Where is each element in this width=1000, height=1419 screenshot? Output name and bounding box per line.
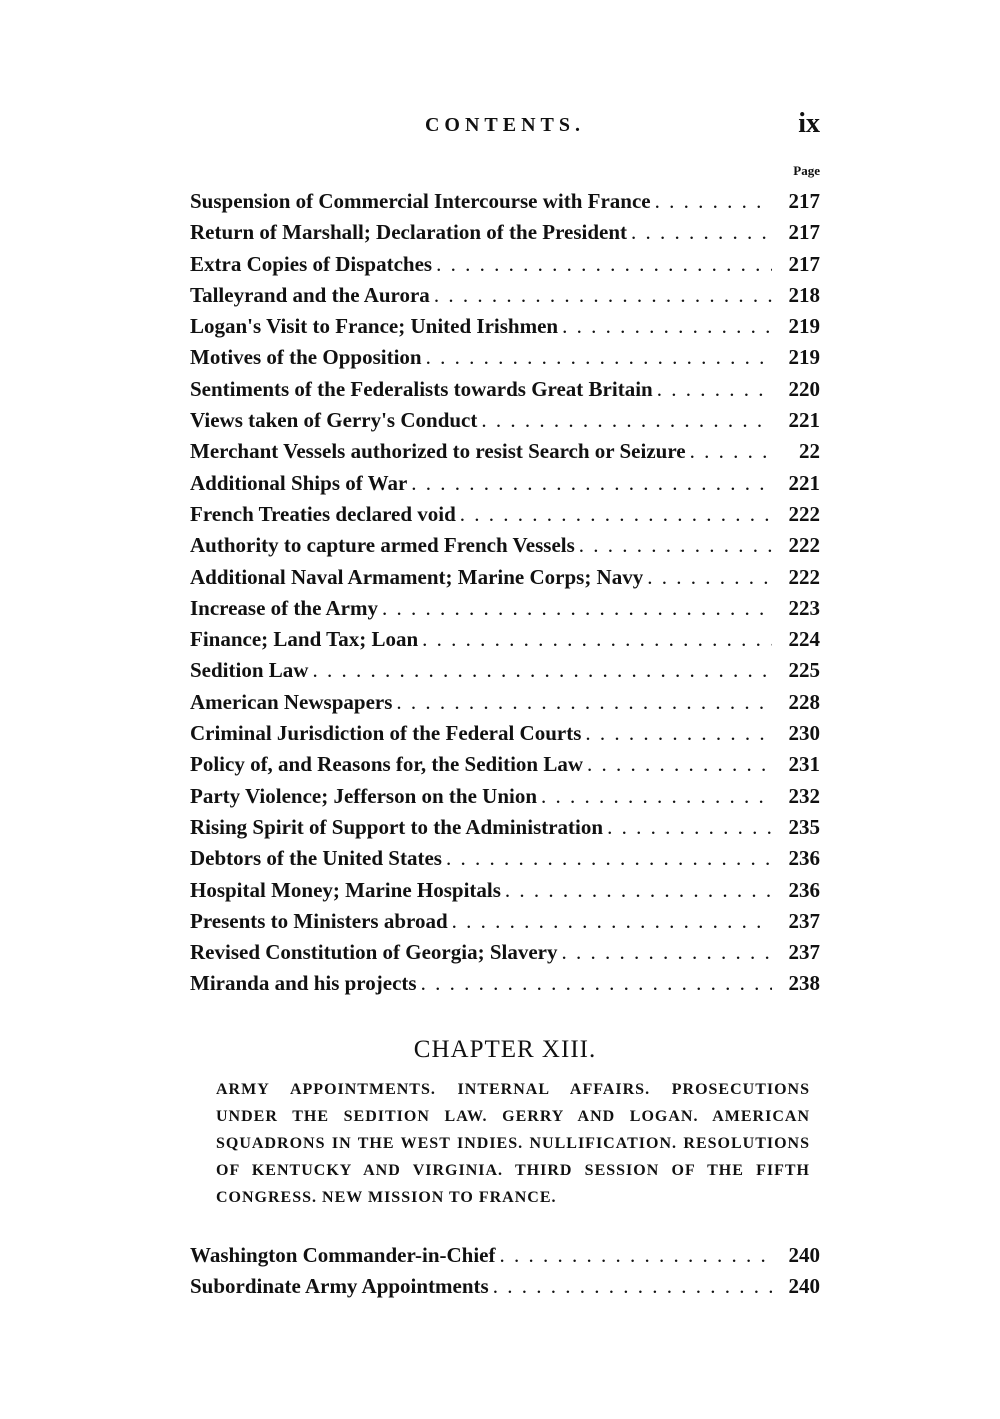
toc-entry: [190, 624, 820, 655]
toc-entry: [190, 374, 820, 405]
toc-entry-title: Return of Marshall; Declaration of the President: [190, 220, 628, 245]
toc-entry: [190, 781, 820, 812]
toc-entry: [190, 906, 820, 937]
dot-leader: [436, 249, 772, 280]
page-column-label: Page: [793, 163, 820, 178]
toc-entry: [190, 468, 820, 499]
toc-entry-page: 236: [788, 846, 820, 871]
toc-entry-title: Sedition Law: [190, 658, 309, 683]
toc-entry: [190, 217, 820, 248]
toc-entry: [190, 718, 820, 749]
dot-leader: [312, 655, 772, 686]
dot-leader: [481, 405, 772, 436]
toc-entry-title: Authority to capture armed French Vessels: [190, 533, 575, 558]
toc-entry-title: Suspension of Commercial Intercourse with France: [190, 189, 651, 213]
dot-leader: [655, 186, 772, 217]
chapter-heading: CHAPTER XIII.: [413, 1036, 597, 1063]
toc-entry: [190, 436, 820, 467]
toc-entry-page: 222: [788, 533, 820, 558]
toc-entry-page: 221: [788, 470, 820, 495]
contents-list: [190, 186, 820, 1000]
toc-entry-title: Party Violence; Jefferson on the Union: [190, 783, 538, 808]
toc-entry: [190, 342, 820, 373]
toc-entry-page: 222: [788, 564, 820, 589]
dot-leader: [690, 436, 772, 467]
toc-entry-page: 235: [788, 814, 820, 839]
toc-entry-page: 240: [788, 1243, 820, 1267]
toc-entry-page: 221: [788, 408, 820, 433]
dot-leader: [446, 843, 772, 874]
chapter-summary: ARMY APPOINTMENTS. INTERNAL AFFAIRS. PROSECUTIONS UNDER THE SEDITION LAW. GERRY AND LOGAN. AMERICAN SQUADRONS IN THE WEST INDIES. NULLIFICATION. RESOLUTIONS OF KENTUCKY AND VIRGINIA. THIRD SESSION OF THE FIFTH CONGRESS. NEW MISSION TO FRANCE.: [216, 1081, 810, 1206]
running-head: [190, 108, 820, 148]
toc-entry-page: 22: [799, 439, 820, 464]
toc-entry: [190, 280, 820, 311]
toc-entry-title: Subordinate Army Appointments: [190, 1274, 489, 1299]
toc-entry-title: Increase of the Army: [190, 595, 378, 620]
toc-entry-page: 240: [788, 1274, 820, 1299]
toc-entry-title: Hospital Money; Marine Hospitals: [190, 877, 501, 902]
toc-entry-title: Miranda and his projects: [190, 971, 417, 996]
dot-leader: [647, 562, 772, 593]
toc-entry-page: 230: [788, 721, 820, 746]
toc-entry-page: 223: [788, 595, 820, 620]
toc-entry-title: Criminal Jurisdiction of the Federal Courts: [190, 721, 582, 746]
toc-entry: [190, 1271, 820, 1302]
toc-entry-page: 219: [788, 314, 820, 339]
toc-entry-page: 232: [788, 783, 820, 808]
dot-leader: [579, 530, 772, 561]
toc-entry: [190, 186, 820, 217]
toc-entry-page: 217: [788, 220, 820, 245]
chapter-contents-list: [190, 1240, 820, 1303]
toc-entry: [190, 812, 820, 843]
toc-entry-page: 237: [788, 908, 820, 933]
toc-entry-title: Logan's Visit to France; United Irishmen: [190, 314, 559, 339]
toc-entry: [190, 249, 820, 280]
dot-leader: [382, 593, 772, 624]
dot-leader: [422, 624, 772, 655]
toc-entry-title: Finance; Land Tax; Loan: [190, 627, 419, 652]
toc-entry-title: Revised Constitution of Georgia; Slavery: [190, 940, 558, 965]
dot-leader: [460, 499, 772, 530]
dot-leader: [607, 812, 772, 843]
toc-entry: [190, 655, 820, 686]
toc-entry: [190, 311, 820, 342]
dot-leader: [505, 875, 772, 906]
toc-entry-page: 225: [788, 658, 820, 683]
dot-leader: [631, 217, 772, 248]
toc-entry: [190, 687, 820, 718]
toc-entry: [190, 530, 820, 561]
toc-entry-page: 222: [788, 501, 820, 526]
page-number: ix: [798, 108, 820, 139]
toc-entry: [190, 749, 820, 780]
toc-entry-page: 220: [788, 376, 820, 401]
dot-leader: [657, 374, 772, 405]
toc-entry-page: 228: [788, 689, 820, 714]
toc-entry: [190, 875, 820, 906]
toc-entry-title: Additional Ships of War: [190, 470, 408, 495]
toc-entry-page: 217: [788, 189, 820, 213]
toc-entry-page: 218: [788, 282, 820, 307]
dot-leader: [411, 468, 772, 499]
dot-leader: [493, 1271, 772, 1302]
toc-entry: [190, 1240, 820, 1271]
toc-entry-title: Debtors of the United States: [190, 846, 442, 871]
dot-leader: [421, 968, 772, 999]
dot-leader: [426, 342, 772, 373]
toc-entry-title: Rising Spirit of Support to the Administration: [190, 814, 604, 839]
toc-entry-title: Sentiments of the Federalists towards Great Britain: [190, 376, 653, 401]
toc-entry-page: 231: [788, 752, 820, 777]
dot-leader: [587, 749, 772, 780]
running-title: CONTENTS.: [424, 114, 586, 136]
toc-entry: [190, 405, 820, 436]
toc-entry-page: 236: [788, 877, 820, 902]
dot-leader: [541, 781, 772, 812]
toc-entry-title: Washington Commander-in-Chief: [190, 1243, 496, 1267]
toc-entry-page: 217: [788, 251, 820, 276]
dot-leader: [500, 1240, 773, 1271]
toc-entry-page: 238: [788, 971, 820, 996]
toc-entry-title: Extra Copies of Dispatches: [190, 251, 433, 276]
toc-entry-page: 219: [788, 345, 820, 370]
dot-leader: [396, 687, 772, 718]
toc-entry-title: Talleyrand and the Aurora: [190, 282, 430, 307]
toc-entry-page: 237: [788, 940, 820, 965]
toc-entry-page: 224: [788, 627, 820, 652]
toc-entry-title: Merchant Vessels authorized to resist Search or Seizure: [190, 439, 686, 464]
dot-leader: [561, 937, 772, 968]
toc-entry: [190, 937, 820, 968]
toc-entry-title: Additional Naval Armament; Marine Corps; Navy: [190, 564, 644, 589]
dot-leader: [452, 906, 772, 937]
toc-entry-title: Policy of, and Reasons for, the Sedition Law: [190, 752, 584, 777]
dot-leader: [562, 311, 772, 342]
toc-entry: [190, 968, 820, 999]
dot-leader: [585, 718, 772, 749]
toc-entry-title: Motives of the Opposition: [190, 345, 422, 370]
toc-entry: [190, 593, 820, 624]
toc-entry-title: French Treaties declared void: [190, 501, 456, 526]
toc-entry: [190, 562, 820, 593]
dot-leader: [434, 280, 772, 311]
toc-entry-title: Views taken of Gerry's Conduct: [190, 408, 478, 433]
toc-entry: [190, 843, 820, 874]
toc-entry-title: American Newspapers: [190, 689, 393, 714]
toc-entry-title: Presents to Ministers abroad: [190, 908, 448, 933]
toc-entry: [190, 499, 820, 530]
